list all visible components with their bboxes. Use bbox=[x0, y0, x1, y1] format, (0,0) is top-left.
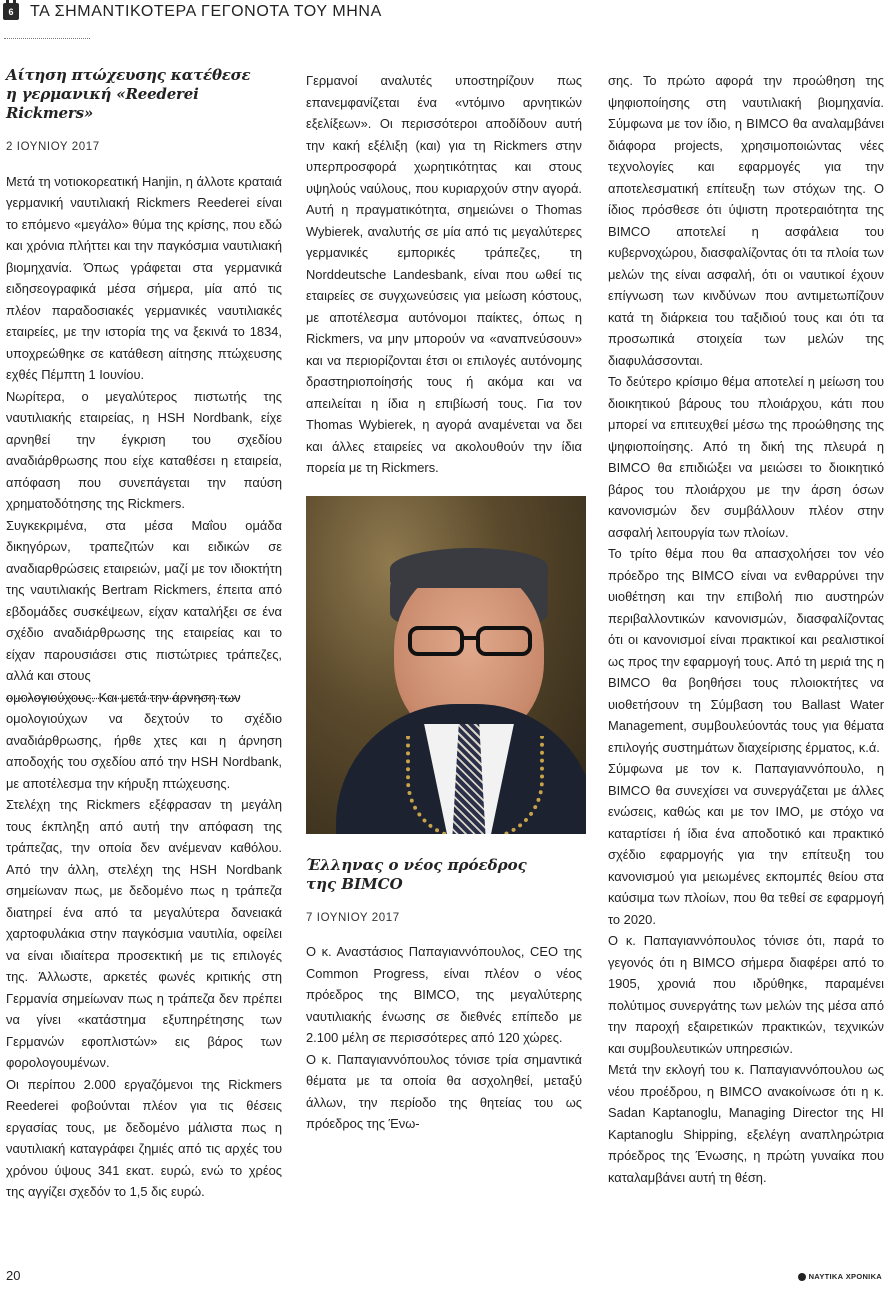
article2-headline-line1: Έλληνας ο νέος πρόεδρος bbox=[306, 855, 527, 874]
article2-paragraph: Ο κ. Παπαγιαννόπουλος τόνισε τρία σημαντικά θέματα με τα οποία θα ασχοληθεί, μεταξύ άλλων, την περίοδο της θητείας του ως πρόεδρος της Ένω- bbox=[306, 1051, 582, 1131]
header-divider bbox=[4, 38, 90, 39]
article1-paragraph: Νωρίτερα, ο μεγαλύτερος πιστωτής της ναυτιλιακής εταιρείας, η HSH Nordbank, είχε αρνηθεί την έγκριση του σχεδίου αναδιάρθρωσης που είχε καταθέσει η εταιρεία, απόφαση που συνεπάγεται την παύση χρηματοδότησης της Rickmers. bbox=[6, 388, 282, 511]
article1-headline-line1: Αίτηση πτώχευσης κατέθεσε bbox=[6, 66, 251, 84]
calendar-icon bbox=[3, 3, 19, 20]
glasses-icon bbox=[406, 624, 534, 658]
article1-date: 2 ΙΟΥΝΙΟΥ 2017 bbox=[6, 141, 100, 153]
article2-paragraph: Ο κ. Αναστάσιος Παπαγιαννόπουλος, CEO της Common Progress, είναι πλέον ο νέος πρόεδρος της BIMCO, της μεγαλύτερης ναυτιλιακής ένωσης σε διεθνές επίπεδο με 2.100 μέλη σε περισσότερες από 120 χώρες. bbox=[306, 944, 582, 1045]
portrait-hair-top bbox=[390, 548, 548, 588]
article1-paragraph: Οι περίπου 2.000 εργαζόμενοι της Rickmers Reederei φοβούνται πλέον για τις θέσεις εργασίας τους, με δεδομένο μάλιστα πως η ναυτιλιακή καταγράφει ζημιές από τις αρχές του χρόνου ύψους 341 εκατ. ευρώ, ενώ το χρέος της αγγίζει σχεδόν το 1,5 δις ευρώ. bbox=[6, 1076, 282, 1199]
article2-paragraph: Το τρίτο θέμα που θα απασχολήσει τον νέο πρόεδρο της BIMCO είναι να ενθαρρύνει την υιοθέτηση και την επιβολή πιο αυστηρών περιβαλλοντικών κανονισμών, διασφαλίζοντας ότι οι κανονισμοί είναι πρακτικοί και ρεαλιστικοί ως προς την εφαρμογή τους. Από τη μεριά της η BIMCO θα βοηθήσει τους πλοιοκτήτες να υιοθετήσουν τη Σύμβαση του Ballast Water Management, συμβουλεύοντάς τους για θέματα επιλογής συστημάτων διαχείρισης έρματος, κ.ά. bbox=[608, 546, 884, 755]
article2-paragraph: σης. Το πρώτο αφορά την προώθηση της ψηφιοποίησης στη ναυτιλιακή βιομηχανία. Σύμφωνα με τον ίδιο, η BIMCO θα αναλαμβάνει διάφορα projects, χρησιμοποιώντας νέες τεχνολογίες και εφαρμογές για την αποτελεσματική επίτευξη των στόχων της. Ο ίδιος πρόσθεσε ότι ύψιστη προτεραιότητα της BIMCO αποτελεί η ασφάλεια του κυβερνοχώρου, διασφαλίζοντας ότι τα πλοία των μελών της είναι ασφαλή, ότι οι ναυτικοί έχουν επίγνωση των κινδύνων που αντιμετωπίζουν κατά τη διάρκεια του ταξιδιού τους και ότι τα προσωπικά στοιχεία των μελών της διαφυλάσσονται. bbox=[608, 73, 884, 368]
article1-paragraph: Στελέχη της Rickmers εξέφρασαν τη μεγάλη τους έκπληξη από αυτή την απόφαση της τράπεζας, την οποία δεν ανέμεναν καθόλου. Από την άλλη, στελέχη της HSH Nordbank σημείωναν πως, με δεδομένο πως η τράπεζα διατηρεί ένα από τα μεγαλύτερα δανειακά χαρτοφυλάκια στην παγκόσμια ναυτιλία, οφείλει να είναι ιδιαίτερα προσεκτική με τις επιλογές της. Άλλωστε, αρκετές φωνές κριτικής στη Γερμανία σημείωναν πως η τράπεζα δεν πρέπει να γίνει «κατάστημα εξυπηρέτησης των Γερμανών εφοπλιστών» εις βάρος των φορολογουμένων. bbox=[6, 797, 282, 1070]
article1-paragraph: Μετά τη νοτιοκορεατική Hanjin, η άλλοτε κραταιά γερμανική ναυτιλιακή Rickmers Reederei είναι το επόμενο «μεγάλο» θύμα της κρίσης, που εδώ και χρόνια πλήττει και την παγκόσμια ναυτιλιακή βιομηχανία. Όπως γράφεται στα γερμανικά ειδησεογραφικά μέσα σήμερα, μία από τις πλέον παραδοσιακές γερμανικές ναυτιλιακές εταιρείες, με την ιστορία της να ξεκινά το 1834, υποχρεώθηκε σε κατάθεση αίτησης πτώχευσης εχθές Πέμπτη 1 Ιουνίου. bbox=[6, 173, 282, 382]
page-badge-number: 6 bbox=[8, 7, 14, 17]
article2-paragraph: Ο κ. Παπαγιαννόπουλος τόνισε ότι, παρά το γεγονός ότι η BIMCO σήμερα διαφέρει από το 1905, χρονιά που ιδρύθηκε, παραμένει πολύτιμος συνεργάτης των μελών της μέσα από την παροχή εξαιρετικών πρακτικών, τεχνικών και συμβουλευτικών υπηρεσιών. bbox=[608, 933, 884, 1056]
portrait-chain bbox=[406, 736, 544, 834]
article2-paragraph: Μετά την εκλογή του κ. Παπαγιαννόπουλου ως νέου προέδρου, η BIMCO ανακοίνωσε ότι η κ. Sadan Kaptanoglu, Managing Director της HI Kaptanoglu Shipping, εξελέγη αναπληρώτρια πρόεδρος της Ένωσης, η πρώτη γυναίκα που καταλαμβάνει αυτή τη θέση. bbox=[608, 1062, 884, 1185]
article2-headline-line2: της BIMCO bbox=[306, 874, 403, 893]
section-title: ΤΑ ΣΗΜΑΝΤΙΚΟΤΕΡΑ ΓΕΓΟΝΟΤΑ ΤΟΥ ΜΗΝΑ bbox=[30, 3, 382, 20]
page-header bbox=[0, 0, 890, 40]
article1-headline-line2: η γερμανική «Reederei Rickmers» bbox=[6, 85, 199, 122]
article1-struck-line: ομολογιούχους. Και μετά την άρνηση των bbox=[6, 689, 241, 705]
article1-paragraph: ομολογιούχων να δεχτούν το σχέδιο αναδιάρθρωσης, ήρθε χτες και η άρνηση αποδοχής του σχεδίου από την HSH Nordbank, με αποτέλεσμα την κήρυξη πτώχευσης. bbox=[6, 711, 282, 791]
article2-date: 7 ΙΟΥΝΙΟΥ 2017 bbox=[306, 911, 400, 924]
portrait-photo bbox=[306, 496, 586, 834]
article2-paragraph: Σύμφωνα με τον κ. Παπαγιαννόπουλο, η BIMCO θα συνεχίσει να συνεργάζεται με άλλες ενώσεις, καθώς και με τον ΙΜΟ, με στόχο να καταρτίσει ή ίδια ένα αποδοτικό και πρακτικό σχέδιο εφαρμογής για την επίτευξη του κανονισμού για μειωμένες εκπομπές θείου στα καύσιμα των πλοίων, που θα τεθεί σε εφαρμογή το 2020. bbox=[608, 761, 884, 927]
article1-paragraph: Συγκεκριμένα, στα μέσα Μαΐου ομάδα δικηγόρων, τραπεζιτών και ειδικών σε αναδιαρθρώσεις εταιρειών, μαζί με τον ιδιοκτήτη της ναυτιλιακής Bertram Rickmers, έπειτα από εβδομάδες συσκέψεων, είχαν καταλήξει σε ένα σχέδιο αναδιάρθρωσης της εταιρείας και το είχαν παρουσιάσει στις πιστώτριες τράπεζες, αλλά και στους bbox=[6, 517, 282, 683]
brand-name: ΝΑΥΤΙΚΑ ΧΡΟΝΙΚΑ bbox=[808, 1272, 882, 1281]
article1-headline bbox=[6, 66, 282, 123]
brand-logo-icon bbox=[798, 1273, 806, 1281]
article2-paragraph: Το δεύτερο κρίσιμο θέμα αποτελεί η μείωση του διοικητικού βάρους του πλοιάρχου, κάτι που μπορεί να επιτευχθεί μέσω της προώθησης της ψηφιοποίησης. Από τη δική της πλευρά η BIMCO θα επιδιώξει να μειώσει το διοικητικό βάρος του πλοιάρχου με την άρση όσων κανονισμών δεν συμβάλλουν πλέον στην ασφαλή λειτουργία των πλοίων. bbox=[608, 374, 884, 540]
page-number: 20 bbox=[6, 1268, 21, 1283]
footer-brand bbox=[798, 1272, 882, 1281]
column-2 bbox=[306, 70, 582, 1135]
column-1 bbox=[6, 66, 282, 1203]
article2-headline bbox=[306, 856, 582, 894]
column-3 bbox=[608, 70, 884, 1188]
article1-continued: Γερμανοί αναλυτές υποστηρίζουν πως επανεμφανίζεται ένα «ντόμινο αρνητικών εξελίξεων». Οι περισσότεροι αποδίδουν αυτή την κακή εξέλιξη (και) για τη Rickmers στην υπερπροσφορά χωρητικότητας και στους υψηλούς ναύλους, που κυριαρχούν στην αγορά. Αυτή η πραγματικότητα, σημειώνει ο Thomas Wybierek, αναλυτής σε μία από τις μεγαλύτερες γερμανικές εμπορικές τράπεζες, τη Norddeutsche Landesbank, είναι που ωθεί τις εταιρείες σε συγχωνεύσεις για μείωση κόστους, με αποτέλεσμα αυτόνομοι παίκτες, όπως η Rickmers, να μην μπορούν να «αναπνεύσουν» και να περιορίζονται έτσι οι επιλογές αυτόνομης δραστηριοποίησής τους ή ακόμα και να απειλείται η ίδια η επιβίωσή τους. Για τον Thomas Wybierek, η αγορά αναμένεται να δει και άλλες εταιρείες να ακολουθούν την ίδια πορεία με τη Rickmers. bbox=[306, 73, 582, 475]
